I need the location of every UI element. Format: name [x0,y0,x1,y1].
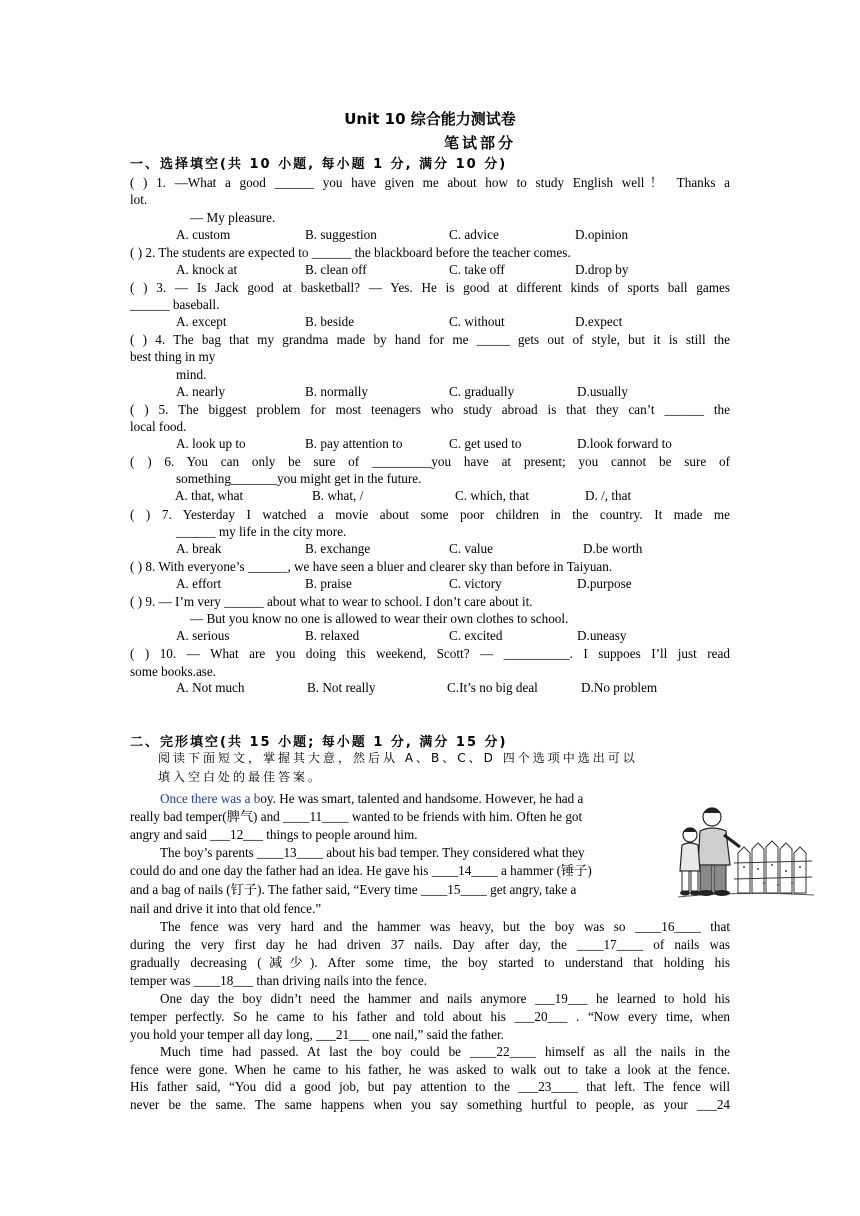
q4-option-c: C. gradually [449,384,515,399]
q8-line1: ( ) 8. With everyone’s ______, we have seen a bluer and clearer sky than before in Taiyuan. [130,559,613,574]
q9-option-b: B. relaxed [305,628,360,643]
q7-option-b: B. exchange [305,541,371,556]
passage-p3-line4: temper was ____18___ than driving nails into the fence. [130,973,428,988]
passage-p2-line2: could do and one day the father had an idea. He gave his ____14____ a hammer (锤子) [130,863,592,878]
passage-p2-line3: and a bag of nails (钉子). The father said, “Every time ____15____ get angry, take a [130,882,577,897]
blank-11[interactable]: ____11____ [283,809,349,824]
passage-p3-line1: The fence was very hard and the hammer was heavy, but the boy was so ____16____ that [160,919,730,934]
blank-15[interactable]: ____15____ [420,882,487,897]
passage-p1-line2: really bad temper(脾气) and ____11____ wanted to be friends with him. Often he got [130,809,583,824]
q8-option-d: D.purpose [577,576,632,591]
blank-22[interactable]: ____22____ [470,1044,536,1059]
q5-line2: local food. [130,419,187,434]
blank-19[interactable]: ___19___ [534,991,588,1006]
q7-line1: ( ) 7. Yesterday I watched a movie about some poor children in the country. It made me [130,507,730,522]
passage-p1-line1: Once there was a boy. He was smart, talented and handsome. However, he had a [160,791,584,806]
q10-option-b: B. Not really [307,680,376,695]
q10-option-a: A. Not much [176,680,245,695]
q4-line2: best thing in my [130,349,216,364]
blank-12[interactable]: ___12___ [210,827,263,842]
q10-option-c: C.It’s no big deal [447,680,538,695]
blank-14[interactable]: ____14____ [431,863,498,878]
q5-line1: ( ) 5. The biggest problem for most teenagers who study abroad is that they can’t ______ the [130,402,730,417]
q3-option-c: C. without [449,314,505,329]
q10-line2: some books.ase. [130,664,217,679]
passage-p2-line4: nail and drive it into that old fence.” [130,901,322,916]
blank-20[interactable]: ___20___ [514,1009,568,1024]
q4-option-b: B. normally [305,384,369,399]
passage-p4-line3: you hold your temper all day long, ___21___ one nail,” said the father. [130,1027,504,1042]
passage-p4-line1: One day the boy didn’t need the hammer and nails anymore ___19___ he learned to hold his [160,991,730,1006]
q1-line1: ( ) 1. —What a good ______ you have given me about how to study English well！ Thanks a [130,175,730,190]
blank-21[interactable]: ___21___ [316,1027,369,1042]
passage-p3-line2: during the very first day he had driven 37 nails. Day after day, the ____17____ of nails was [130,937,730,952]
q6-line2: something_______you might get in the future. [176,471,422,486]
blank-24[interactable]: ___24 [697,1097,730,1112]
q1-line2: lot. [130,192,148,207]
q4-line3: mind. [176,367,207,382]
blank-17[interactable]: ____17____ [577,937,644,952]
q8-option-c: C. victory [449,576,502,591]
passage-p5-line2: fence were gone. When he came to his father, he was asked to walk out to take a look at the fence. [130,1062,730,1077]
q9-line1: ( ) 9. — I’m very ______ about what to wear to school. I don’t care about it. [130,594,533,609]
q5-option-d: D.look forward to [577,436,672,451]
passage-p5-line1: Much time had passed. At last the boy could be ____22____ himself as all the nails in the [160,1044,730,1059]
q5-option-b: B. pay attention to [305,436,403,451]
highlight-once-there-was: Once there was a b [160,791,261,806]
q7-option-a: A. break [176,541,222,556]
q2-option-b: B. clean off [305,262,367,277]
page-subtitle: 笔试部分 [443,134,516,152]
q9-option-a: A. serious [176,628,230,643]
q7-option-d: D.be worth [583,541,643,556]
q1-option-b: B. suggestion [305,227,377,242]
q3-option-a: A. except [176,314,227,329]
q3-option-d: D.expect [575,314,623,329]
q8-option-a: A. effort [176,576,222,591]
q2-option-a: A. knock at [176,262,238,277]
q6-option-a: A. that, what [175,488,244,503]
section2-instruction-line1: 阅读下面短文，掌握其大意，然后从 A、B、C、D 四个选项中选出可以 [158,751,638,765]
passage-p5-line4: never be the same. The same happens when you say something hurtful to people, as your ___24 [130,1097,730,1112]
q3-option-b: B. beside [305,314,355,329]
q2-line1: ( ) 2. The students are expected to ______ the blackboard before the teacher comes. [130,245,571,260]
section2-heading: 二、完形填空(共 15 小题; 每小题 1 分, 满分 15 分) [130,735,508,750]
q5-option-c: C. get used to [449,436,522,451]
q6-option-b: B. what, / [312,488,364,503]
passage-p4-line2: temper perfectly. So he came to his father and told about his ___20___ . “Now every time, when [130,1009,730,1024]
q3-line1: ( ) 3. — Is Jack good at basketball? — Yes. He is good at different kinds of sports ball games [130,280,730,295]
father-son-fence-illustration [676,805,816,903]
blank-13[interactable]: ____13____ [257,845,323,860]
q1-line3: — My pleasure. [190,210,276,225]
q3-line2: ______ baseball. [130,297,220,312]
blank-18[interactable]: ____18___ [193,973,254,988]
q5-option-a: A. look up to [176,436,246,451]
q4-option-a: A. nearly [176,384,226,399]
q9-option-d: D.uneasy [577,628,627,643]
q8-option-b: B. praise [305,576,352,591]
q2-option-c: C. take off [449,262,505,277]
q4-option-d: D.usually [577,384,628,399]
passage-p5-line3: His father said, “You did a good job, but pay attention to the ___23____ that left. The fence will [130,1079,730,1094]
blank-23[interactable]: ___23____ [518,1079,578,1094]
q1-option-a: A. custom [176,227,231,242]
q7-line2: ______ my life in the city more. [176,524,347,539]
q7-option-c: C. value [449,541,493,556]
q4-line1: ( ) 4. The bag that my grandma made by hand for me _____ gets out of style, but it is still the [130,332,730,347]
passage-p1-line3: angry and said ___12___ things to people around him. [130,827,418,842]
q6-line1: ( ) 6. You can only be sure of _________you have at present; you cannot be sure of [130,454,730,469]
q10-option-d: D.No problem [581,680,658,695]
q9-line2: — But you know no one is allowed to wear their own clothes to school. [190,611,569,626]
section2-instruction-line2: 填入空白处的最佳答案。 [158,770,324,784]
q6-option-c: C. which, that [455,488,529,503]
blank-16[interactable]: ____16____ [634,919,701,934]
q1-option-c: C. advice [449,227,499,242]
passage-p3-line3: gradually decreasing (减少). After some time, the boy started to understand that holding his [130,955,730,970]
q1-option-d: D.opinion [575,227,629,242]
q9-option-c: C. excited [449,628,503,643]
page-title: Unit 10 综合能力测试卷 [344,110,516,128]
q2-option-d: D.drop by [575,262,629,277]
section1-heading: 一、选择填空(共 10 小题, 每小题 1 分, 满分 10 分) [130,157,508,172]
q6-option-d: D. /, that [585,488,632,503]
passage-p2-line1: The boy’s parents ____13____ about his bad temper. They considered what they [160,845,585,860]
q10-line1: ( ) 10. — What are you doing this weekend, Scott? — __________. I suppoes I’ll just read [130,646,730,661]
